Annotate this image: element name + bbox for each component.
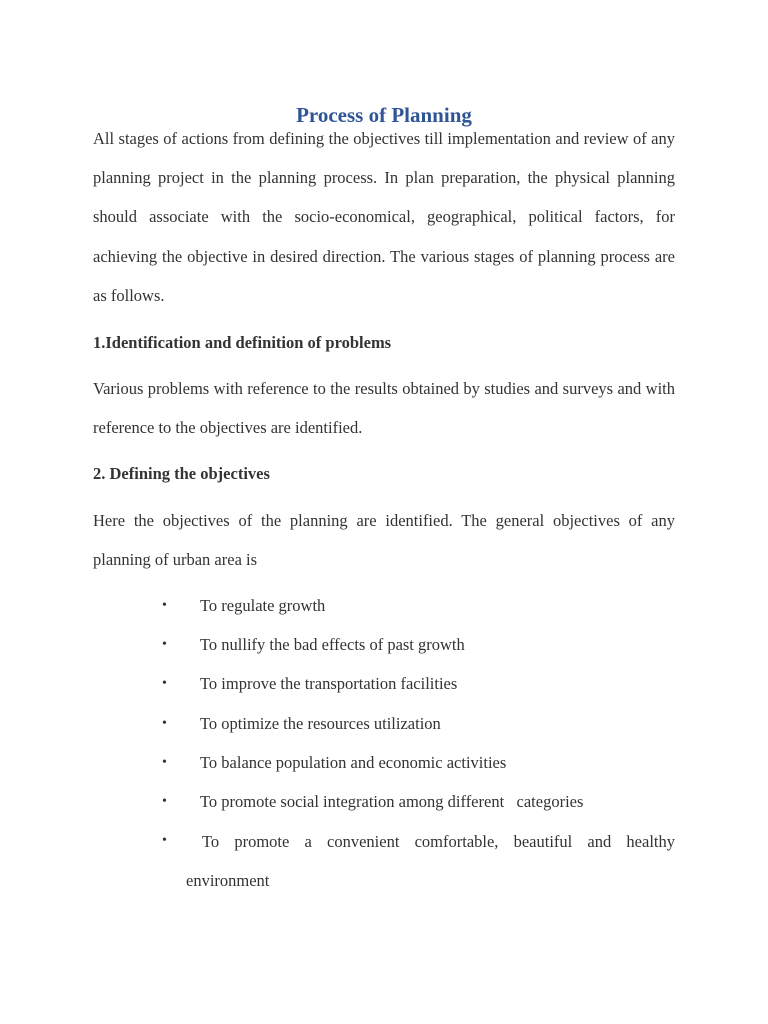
list-item bbox=[0, 829, 768, 909]
bullet-icon: • bbox=[162, 676, 167, 692]
objectives-list bbox=[0, 594, 768, 909]
list-item bbox=[0, 594, 768, 633]
section-heading-objectives: 2. Defining the objectives bbox=[93, 464, 270, 483]
bullet-icon: • bbox=[162, 793, 167, 809]
bullet-icon: • bbox=[162, 637, 167, 653]
list-item-text: To nullify the bad effects of past growth bbox=[200, 635, 465, 655]
list-item bbox=[0, 712, 768, 751]
section-identification-body: Various problems with reference to the results obtained by studies and surveys and with reference to the objectives are identified. bbox=[93, 379, 675, 438]
bullet-icon: • bbox=[162, 715, 167, 731]
list-item-text: To optimize the resources utilization bbox=[200, 713, 441, 733]
list-item-text bbox=[186, 822, 675, 900]
list-item-text: To regulate growth bbox=[200, 596, 326, 615]
list-item-text-line: To promote a convenient comfortable, beautiful and healthy bbox=[202, 832, 675, 852]
bullet-icon: • bbox=[162, 754, 167, 770]
bullet-icon: • bbox=[162, 598, 167, 613]
section-objectives-body: Here the objectives of the planning are identified. The general objectives of any planning of urban area is bbox=[93, 511, 675, 570]
list-item-text: To improve the transportation facilities bbox=[200, 674, 458, 694]
list-item bbox=[0, 633, 768, 672]
list-item-text: To promote social integration among different categories bbox=[200, 791, 584, 811]
bullet-icon: • bbox=[162, 833, 167, 849]
list-item bbox=[0, 751, 768, 790]
list-item bbox=[0, 672, 768, 711]
document-title: Process of Planning bbox=[296, 103, 472, 127]
intro-paragraph: All stages of actions from defining the objectives till implementation and review of any planning project in the planning process. In plan preparation, the physical planning should associate with the socio-economical, geographical, political factors, for achieving the objective in desired direction. The various stages of planning process are as follows. bbox=[93, 129, 675, 305]
section-heading-identification: 1.Identification and definition of problems bbox=[93, 333, 392, 352]
list-item-text: To balance population and economic activities bbox=[200, 752, 507, 772]
list-item-text-line: environment bbox=[186, 871, 270, 891]
